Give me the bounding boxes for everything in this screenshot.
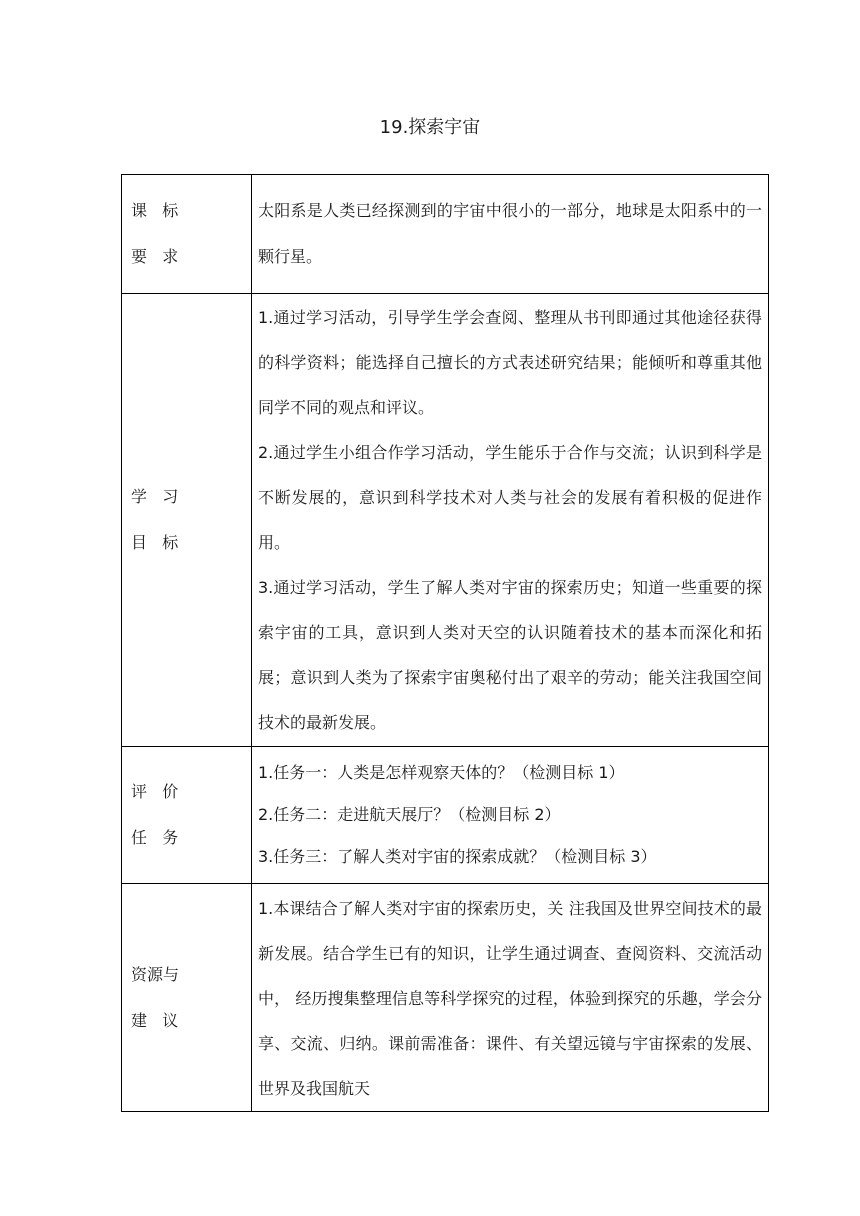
row-label-line: 建 议 (131, 1010, 179, 1030)
paragraph: 1.通过学习活动，引导学生学会查阅、整理从书刊即通过其他途径获得的科学资料；能选择自己擅长的方式表述研究结果；能倾听和尊重其他同学不同的观点和评议。 (258, 308, 762, 417)
document-title: 19.探索宇宙 (379, 117, 481, 138)
row-label-line: 课 标 (131, 201, 179, 220)
table-row-curriculum-standard (122, 175, 769, 294)
row-content (252, 294, 769, 747)
row-label-line: 学 习 (131, 487, 179, 506)
row-label-line: 要 求 (131, 247, 179, 266)
table-row-learning-goals (122, 294, 769, 747)
row-label-line: 任 务 (131, 828, 179, 847)
row-label (122, 294, 252, 747)
row-content (252, 884, 769, 1112)
row-label (122, 175, 252, 294)
row-label-line: 资源与 (131, 964, 180, 984)
table-row-resources-suggestions (122, 884, 769, 1112)
lesson-plan-table (121, 174, 769, 1112)
row-content (252, 747, 769, 884)
task-item: 1.任务一：人类是怎样观察天体的？（检测目标 1） (258, 763, 625, 782)
paragraph: 1.本课结合了解人类对宇宙的探索历史，关 注我国及世界空间技术的最新发展。结合学生已有的知识，让学生通过调查、查阅资料、交流活动中， 经历搜集整理信息等科学探究的过程，体验到探究的乐趣，学会分享、交流、归纳。课前需准备：课件、有关望远镜与宇宙探索的发展、世界及我国航天 (258, 899, 762, 1098)
table-row-evaluation-tasks (122, 747, 769, 884)
paragraph: 2.通过学生小组合作学习活动，学生能乐于合作与交流；认识到科学是不断发展的，意识到科学技术对人类与社会的发展有着积极的促进作用。 (258, 443, 762, 552)
task-item: 3.任务三：了解人类对宇宙的探索成就？（检测目标 3） (258, 847, 657, 866)
paragraph: 太阳系是人类已经探测到的宇宙中很小的一部分，地球是太阳系中的一颗行星。 (258, 201, 762, 266)
row-label (122, 747, 252, 884)
row-content (252, 175, 769, 294)
row-label (122, 884, 252, 1112)
row-label-line: 评 价 (131, 782, 179, 801)
task-item: 2.任务二：走进航天展厅？（检测目标 2） (258, 805, 561, 824)
paragraph: 3.通过学习活动，学生了解人类对宇宙的探索历史；知道一些重要的探索宇宙的工具，意识到人类对天空的认识随着技术的基本而深化和拓展；意识到人类为了探索宇宙奥秘付出了艰辛的劳动；能关注我国空间技术的最新发展。 (258, 578, 762, 732)
row-label-line: 目 标 (131, 533, 179, 552)
